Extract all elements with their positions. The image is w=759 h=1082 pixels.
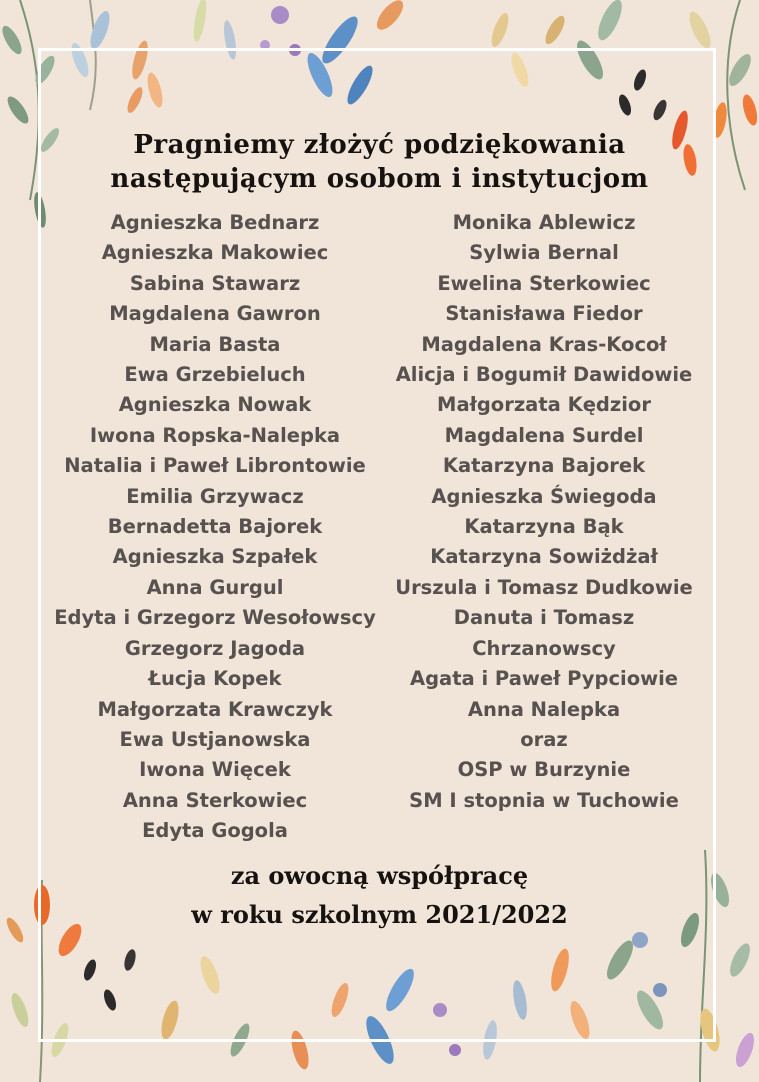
names-list-left [35,208,395,847]
heading-line-2: następującym osobom i instytucjom [110,164,649,194]
name-item: OSP w Burzynie [457,758,631,782]
name-item: Natalia i Paweł Librontowie [64,454,366,478]
name-item: Małgorzata Krawczyk [97,697,333,721]
name-item: oraz [520,727,568,751]
names-list-right [364,208,724,816]
name-item: Bernadetta Bajorek [107,515,323,539]
name-item: Agnieszka Nowak [118,393,312,417]
name-item: Anna Nalepka [467,697,621,721]
name-item: Agnieszka Bednarz [110,211,320,234]
name-item: Agnieszka Świegoda [431,484,657,508]
closing-line-1: za owocną współpracę [230,861,529,890]
name-item: Magdalena Kras-Kocoł [421,332,667,356]
name-item: Urszula i Tomasz Dudkowie [395,575,693,599]
name-item: Iwona Ropska-Nalepka [89,423,341,447]
name-item: Edyta i Grzegorz Wesołowscy [54,606,376,630]
name-item: Alicja i Bogumił Dawidowie [395,363,693,387]
name-item: Danuta i Tomasz [453,606,635,630]
name-item: Agata i Paweł Pypciowie [409,667,679,691]
name-item: Agnieszka Makowiec [101,241,329,265]
name-item: Agnieszka Szpałek [112,545,318,569]
name-item: Ewa Ustjanowska [119,727,311,751]
name-item: Katarzyna Sowiżdżał [430,545,658,569]
name-item: Ewa Grzebieluch [124,363,306,387]
name-item: Łucja Kopek [148,667,282,691]
name-item: Anna Gurgul [146,575,284,599]
name-item: Edyta Gogola [142,819,288,843]
name-item: Stanisława Fiedor [445,302,643,326]
closing-line-2: w roku szkolnym 2021/2022 [191,900,568,929]
name-item: Ewelina Sterkowiec [437,271,651,295]
name-item: Katarzyna Bajorek [442,454,646,478]
name-item: Magdalena Surdel [444,423,644,447]
name-item: Emilia Grzywacz [126,484,304,508]
name-item: SM I stopnia w Tuchowie [409,788,679,812]
name-item: Chrzanowscy [472,636,616,660]
name-item: Maria Basta [149,332,281,356]
name-item: Małgorzata Kędzior [437,393,651,417]
name-item: Iwona Więcek [139,758,291,782]
name-item: Monika Ablewicz [452,211,636,234]
name-item: Sylwia Bernal [469,241,619,265]
name-item: Sabina Stawarz [129,271,301,295]
name-item: Magdalena Gawron [109,302,321,326]
name-item: Katarzyna Bąk [464,515,624,539]
name-item: Anna Sterkowiec [122,788,308,812]
name-item: Grzegorz Jagoda [124,636,306,660]
heading-line-1: Pragniemy złożyć podziękowania [133,130,626,160]
